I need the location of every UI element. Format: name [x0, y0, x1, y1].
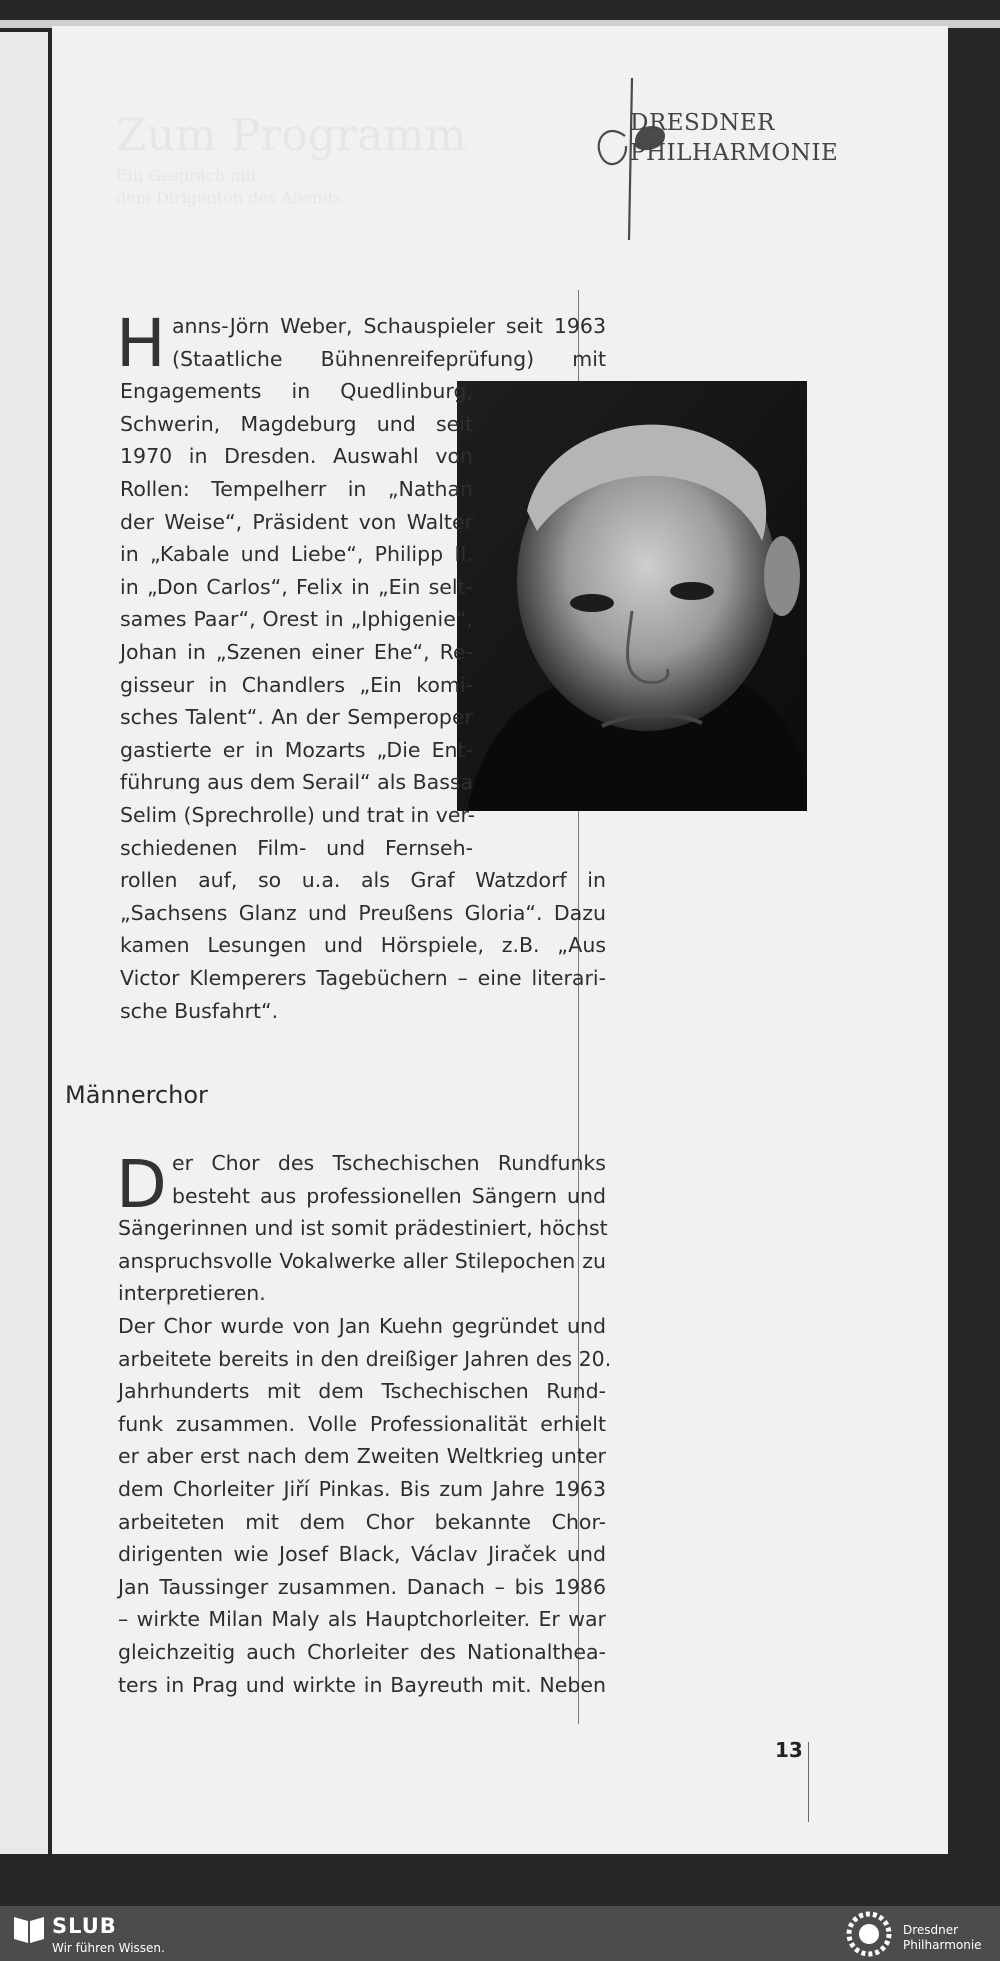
bio-line: rollen auf, so u.a. als Graf Watzdorf in: [120, 868, 606, 893]
bio-line: sches Talent“. An der Semperoper: [120, 705, 473, 730]
choir-line: er Chor des Tschechischen Rundfunks: [172, 1151, 606, 1175]
choir-dropcap: D: [116, 1146, 167, 1223]
bio-line: Victor Klemperers Tagebüchern – eine literari-: [120, 966, 606, 990]
choir-line: Jan Taussinger zusammen. Danach – bis 1986: [118, 1574, 606, 1599]
bio-line: Rollen: Tempelherr in „Nathan: [120, 477, 473, 501]
left-page-edge: [0, 32, 48, 1854]
portrait-photo: [457, 381, 807, 811]
bio-line: (Staatliche Bühnenreifeprüfung) mit: [172, 346, 606, 371]
bio-line: Schwerin, Magdeburg und seit: [120, 411, 473, 436]
section-heading: Männerchor: [65, 1081, 208, 1109]
bio-line: „Sachsens Glanz und Preußens Gloria“. Dazu: [120, 900, 606, 925]
philharmonie-emblem-icon: [843, 1909, 895, 1959]
bio-line: Engagements in Quedlinburg,: [120, 379, 473, 404]
choir-line: funk zusammen. Volle Professionalität erhielt: [118, 1411, 606, 1436]
portrait-icon: [457, 381, 807, 811]
bio-line: sche Busfahrt“.: [120, 998, 279, 1023]
bio-line: kamen Lesungen und Hörspiele, z.B. „Aus: [120, 933, 606, 958]
bio-line: in „Don Carlos“, Felix in „Ein selt-: [120, 574, 473, 599]
choir-line: interpretieren.: [118, 1281, 266, 1306]
choir-line: arbeitete bereits in den dreißiger Jahren des 20.: [118, 1346, 612, 1371]
bio-line: schiedenen Film- und Fernseh-: [120, 835, 473, 860]
slub-subtitle: Wir führen Wissen.: [52, 1941, 165, 1955]
bio-line: Johan in „Szenen einer Ehe“, Re-: [120, 640, 473, 664]
choir-line: dirigenten wie Josef Black, Václav Jiraček und: [118, 1542, 606, 1567]
choir-line: Der Chor wurde von Jan Kuehn gegründet und: [118, 1314, 606, 1338]
bio-line: in „Kabale und Liebe“, Philipp II.: [120, 542, 473, 567]
choir-line: arbeiteten mit dem Chor bekannte Chor-: [118, 1509, 606, 1534]
slub-book-icon: [12, 1913, 46, 1945]
choir-line: besteht aus professionellen Sängern und: [172, 1183, 606, 1208]
choir-line: Jahrhunderts mit dem Tschechischen Rund-: [118, 1379, 606, 1404]
bio-line: sames Paar“, Orest in „Iphigenie“,: [120, 607, 473, 632]
ghost-subtitle-2: dem Dirigenten des Abends: [116, 188, 342, 207]
page-number-rule: [808, 1742, 809, 1822]
ghost-subtitle-1: Ein Gespräch mit: [116, 166, 258, 185]
bio-line: der Weise“, Präsident von Walter: [120, 509, 473, 534]
choir-line: gleichzeitig auch Chorleiter des Nationalthea-: [118, 1640, 606, 1664]
bio-line: Selim (Sprechrolle) und trat in ver-: [120, 803, 475, 827]
bio-line: 1970 in Dresden. Auswahl von: [120, 444, 473, 469]
logo-line-2: PHILHARMONIE: [630, 140, 839, 166]
choir-line: dem Chorleiter Jiří Pinkas. Bis zum Jahre 1963: [118, 1477, 606, 1501]
logo-line-1: DRESDNER: [630, 110, 775, 136]
footer-dp-line-2: Philharmonie: [903, 1938, 982, 1952]
ghost-title: Zum Programm: [116, 110, 467, 161]
choir-line: er aber erst nach dem Zweiten Weltkrieg unter: [118, 1444, 606, 1469]
choir-line: – wirkte Milan Maly als Hauptchorleiter. Er war: [118, 1607, 606, 1632]
choir-line: ters in Prag und wirkte in Bayreuth mit. Neben: [118, 1672, 606, 1697]
footer-dp-line-1: Dresdner: [903, 1923, 959, 1937]
bio-dropcap: H: [116, 305, 166, 382]
bio-line: führung aus dem Serail“ als Bassa: [120, 770, 474, 795]
bio-line: anns-Jörn Weber, Schauspieler seit 1963: [172, 314, 606, 338]
choir-line: Sängerinnen und ist somit prädestiniert, höchst: [118, 1216, 608, 1241]
bio-line: gastierte er in Mozarts „Die Ent-: [120, 737, 473, 762]
slub-title: SLUB: [52, 1914, 117, 1938]
choir-line: anspruchsvolle Vokalwerke aller Stilepochen zu: [118, 1248, 606, 1273]
page-number: 13: [775, 1738, 803, 1762]
bio-line: gisseur in Chandlers „Ein komi-: [120, 672, 473, 697]
